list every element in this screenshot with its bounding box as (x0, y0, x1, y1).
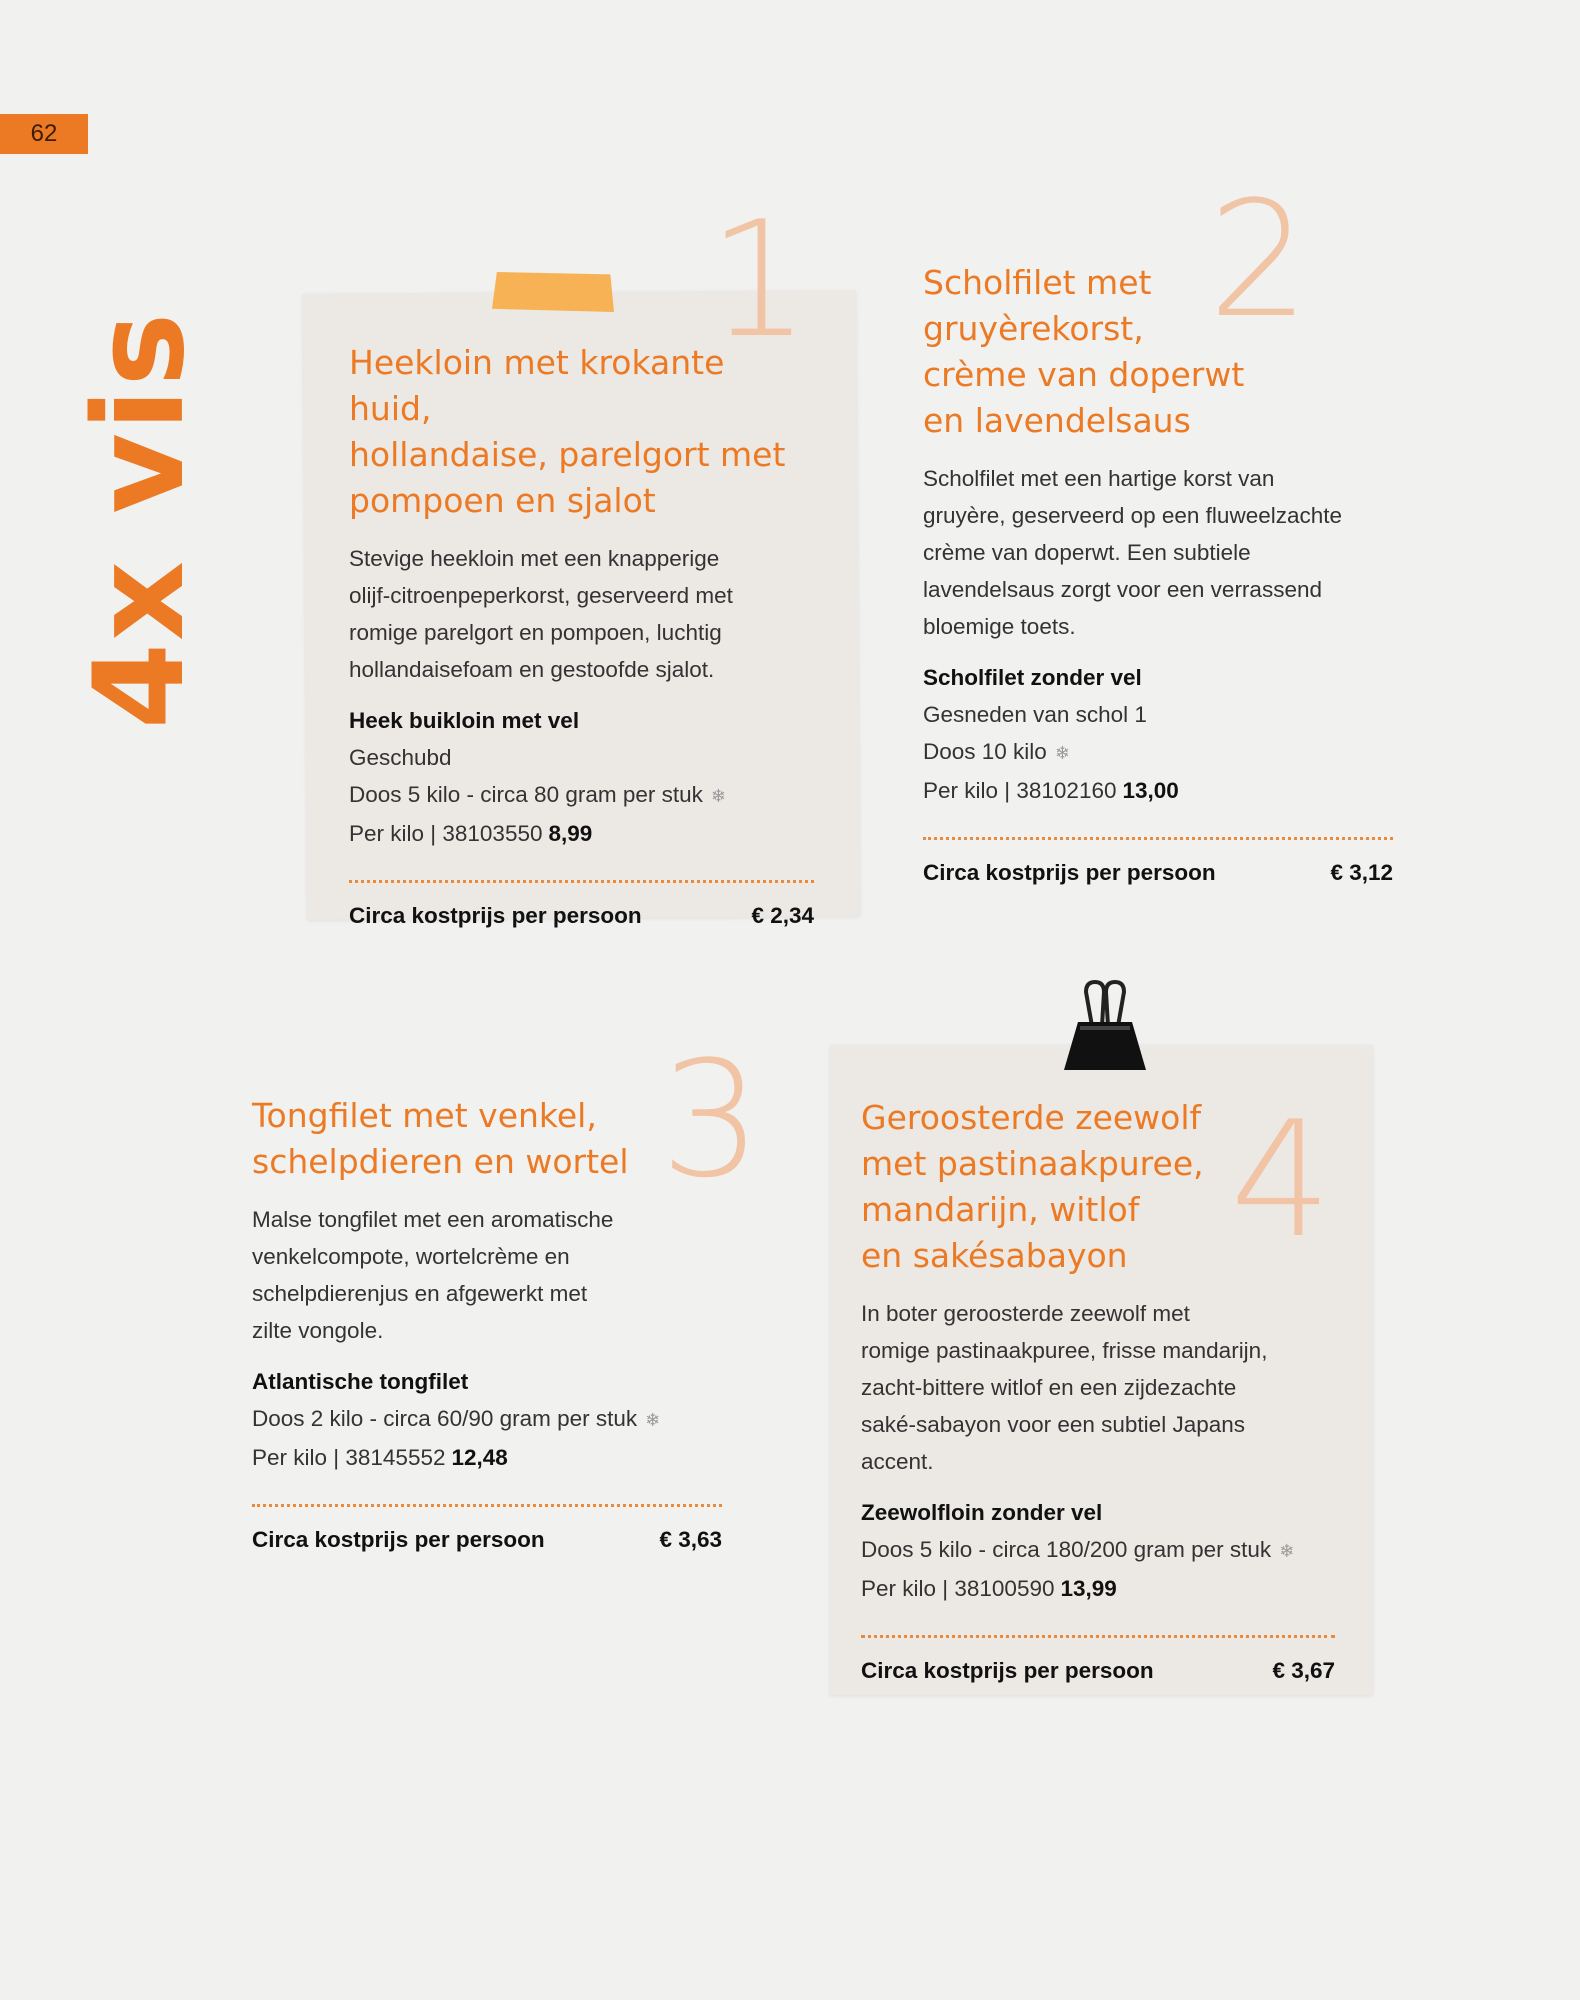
dotted-divider (861, 1635, 1335, 1638)
price: 13,00 (1122, 778, 1179, 803)
recipe-card-2 (923, 260, 1393, 886)
price: 13,99 (1060, 1576, 1117, 1601)
recipe-number-2: 2 (1208, 166, 1310, 353)
snowflake-icon: ❄ (710, 786, 726, 806)
snowflake-icon: ❄ (1054, 743, 1070, 763)
recipe-description: Scholfilet met een hartige korst van gruyère, geserveerd op een fluweelzachte crème van doperwt. Een subtiele lavendelsaus zorgt voor een verrassend bloemige toets. (923, 466, 1343, 639)
product-detail: Geschubd (349, 745, 452, 770)
price-line: Per kilo | 38100590 13,99 (861, 1576, 1117, 1601)
price: 12,48 (451, 1445, 508, 1470)
price-line: Per kilo | 38103550 8,99 (349, 821, 593, 846)
recipe-title: Scholfilet met gruyèrekorst, crème van doperwt en lavendelsaus (923, 263, 1245, 440)
cost-per-person: Circa kostprijs per persoon € 2,34 (349, 903, 814, 928)
product-name: Atlantische tongfilet (252, 1369, 469, 1394)
recipe-number-1: 1 (708, 186, 810, 373)
recipe-number-4: 4 (1230, 1086, 1332, 1273)
recipe-card-1 (349, 340, 814, 929)
price-line: Per kilo | 38102160 13,00 (923, 778, 1179, 803)
product-detail: Doos 5 kilo - circa 180/200 gram per stuk ❄ (861, 1537, 1295, 1562)
recipe-card-4 (861, 1086, 1335, 1684)
recipe-title: Heekloin met krokante huid, hollandaise, parelgort met pompoen en sjalot (349, 343, 786, 520)
product-name: Heek buikloin met vel (349, 708, 580, 733)
price-line: Per kilo | 38145552 12,48 (252, 1445, 508, 1470)
page-number: 62 (0, 114, 88, 154)
recipe-title: Geroosterde zeewolf met pastinaakpuree, mandarijn, witlof en sakésabayon (861, 1098, 1204, 1275)
cost-per-person: Circa kostprijs per persoon € 3,67 (861, 1658, 1335, 1683)
recipe-description: In boter geroosterde zeewolf met romige pastinaakpuree, frisse mandarijn, zacht-bittere witlof en een zijdezachte saké-sabayon voor een subtiel Japans accent. (861, 1301, 1268, 1474)
product-detail: Gesneden van schol 1 (923, 702, 1147, 727)
product-detail: Doos 2 kilo - circa 60/90 gram per stuk ❄ (252, 1406, 661, 1431)
recipe-title: Tongfilet met venkel, schelpdieren en wortel (252, 1096, 629, 1181)
dotted-divider (923, 837, 1393, 840)
section-title: 4x vis (68, 310, 212, 730)
recipe-number-3: 3 (660, 1026, 762, 1213)
product-name: Zeewolfloin zonder vel (861, 1500, 1103, 1525)
product-detail: Doos 10 kilo ❄ (923, 739, 1070, 764)
product-detail: Doos 5 kilo - circa 80 gram per stuk ❄ (349, 782, 726, 807)
tape-strip (492, 272, 614, 312)
dotted-divider (252, 1504, 722, 1507)
price: 8,99 (548, 821, 593, 846)
snowflake-icon: ❄ (1279, 1541, 1295, 1561)
recipe-card-3 (252, 1093, 722, 1553)
cost-per-person: Circa kostprijs per persoon € 3,63 (252, 1527, 722, 1552)
product-name: Scholfilet zonder vel (923, 665, 1142, 690)
recipe-description: Malse tongfilet met een aromatische venkelcompote, wortelcrème en schelpdierenjus en afgewerkt met zilte vongole. (252, 1207, 614, 1343)
dotted-divider (349, 880, 814, 883)
recipe-description: Stevige heekloin met een knapperige olijf-citroenpeperkorst, geserveerd met romige parelgort en pompoen, luchtig hollandaisefoam en gestoofde sjalot. (349, 546, 733, 682)
cost-per-person: Circa kostprijs per persoon € 3,12 (923, 860, 1393, 885)
binder-clip-icon (1062, 978, 1148, 1072)
snowflake-icon: ❄ (645, 1410, 661, 1430)
